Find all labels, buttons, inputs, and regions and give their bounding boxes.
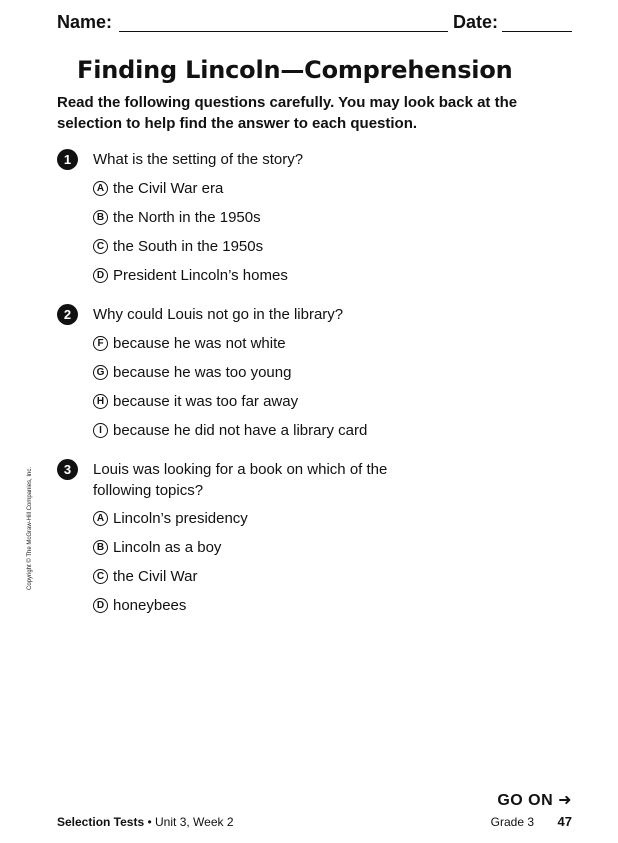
answer-choice[interactable] [93,334,513,355]
question-text: Louis was looking for a book on which of the following topics? [93,461,388,499]
page-title: Finding Lincoln—Comprehension [77,56,513,84]
choice-text: because he did not have a library card [113,422,368,439]
answer-bubble[interactable]: F [93,336,108,351]
footer-series: Selection Tests [57,815,145,829]
answer-choice[interactable] [93,509,513,530]
footer-unit-week: • Unit 3, Week 2 [147,815,234,829]
go-on-label: GO ON ➜ [497,792,572,809]
answer-bubble[interactable]: D [93,598,108,613]
name-date-header [57,11,572,35]
footer-grade: Grade 3 [490,815,534,829]
choice-text: the Civil War era [113,180,224,197]
answer-choice[interactable] [93,538,513,559]
answer-bubble[interactable]: G [93,365,108,380]
question-text: Why could Louis not go in the library? [93,306,344,323]
choice-text: the Civil War [113,568,198,585]
choice-text: because it was too far away [113,393,299,410]
page-footer [57,815,572,833]
page-number: 47 [557,814,572,829]
answer-bubble[interactable]: A [93,511,108,526]
answer-choice[interactable] [93,567,513,588]
choice-text: Lincoln’s presidency [113,510,248,527]
choice-text: because he was too young [113,364,292,381]
choice-text: Lincoln as a boy [113,539,222,556]
choice-text: because he was not white [113,335,286,352]
answer-choice[interactable] [93,179,513,200]
answer-bubble[interactable]: C [93,569,108,584]
answer-bubble[interactable]: B [93,210,108,225]
question-number-badge: 1 [57,149,78,170]
date-label: Date: [453,12,499,32]
answer-bubble[interactable]: D [93,268,108,283]
name-line[interactable] [119,31,448,32]
choice-text: the South in the 1950s [113,238,264,255]
question-text: What is the setting of the story? [93,151,304,168]
question-number-badge: 2 [57,304,78,325]
footer-series-info [57,815,234,829]
answer-choice[interactable] [93,237,513,258]
answer-choice[interactable] [93,421,513,442]
name-label: Name: [57,12,113,32]
answer-bubble[interactable]: C [93,239,108,254]
choice-text: honeybees [113,597,187,614]
answer-bubble[interactable]: I [93,423,108,438]
answer-bubble[interactable]: H [93,394,108,409]
answer-choice[interactable] [93,208,513,229]
answer-choice[interactable] [93,363,513,384]
date-line[interactable] [502,31,572,32]
choice-text: President Lincoln’s homes [113,267,288,284]
question-number-badge: 3 [57,459,78,480]
copyright-notice: Copyright © The McGraw-Hill Companies, Inc. [27,466,33,590]
directions: Read the following questions carefully. You may look back at the selection to help find the answer to each question. [57,94,518,132]
answer-bubble[interactable]: B [93,540,108,555]
answer-bubble[interactable]: A [93,181,108,196]
answer-choice[interactable] [93,266,513,287]
choice-text: the North in the 1950s [113,209,261,226]
answer-choice[interactable] [93,596,513,617]
answer-choice[interactable] [93,392,513,413]
